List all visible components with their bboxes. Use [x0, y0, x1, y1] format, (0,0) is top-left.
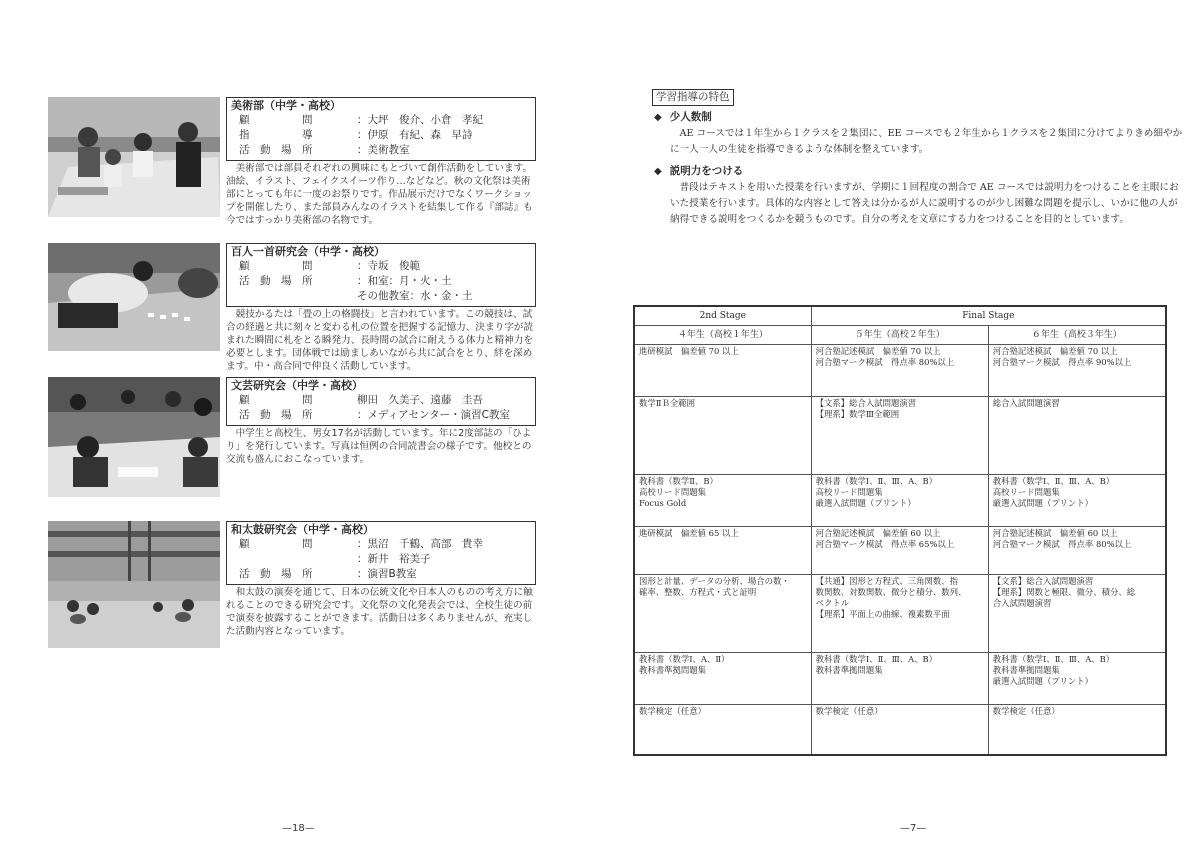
- table-cell: [634, 575, 811, 653]
- cell-line: 合入試問題演習: [992, 598, 1052, 608]
- club-row-advisor: [231, 113, 531, 128]
- feature-small-class: [654, 109, 1184, 158]
- cell-line: 教科書準拠問題集: [992, 665, 1060, 675]
- cell-line: 高校リード問題集: [815, 487, 883, 497]
- table-cell: [988, 345, 1166, 397]
- cell-line: 教科書（数学Ⅱ、B）: [639, 476, 718, 486]
- cell-line: 高校リード問題集: [639, 487, 706, 497]
- cell-line: 教科書（数学Ⅰ、Ⅱ、Ⅲ、A、B）: [815, 654, 938, 664]
- header-grade-5: ５年生（高校２年生）: [811, 326, 988, 345]
- table-row: [634, 527, 1166, 575]
- cell-line: 河合塾マーク模試 得点率 80%以上: [992, 539, 1132, 549]
- club-title: 百人一首研究会（中学・高校）: [231, 245, 385, 258]
- header-2nd-stage: 2nd Stage: [634, 306, 811, 326]
- table-row: [634, 575, 1166, 653]
- cell-line: 進研模試 偏差値 65 以上: [639, 528, 739, 538]
- header-grade-4: ４年生（高校１年生）: [634, 326, 811, 345]
- table-cell: [811, 705, 988, 755]
- cell-line: 図形と計量、データの分析、場合の数・: [639, 576, 790, 586]
- club-photo-taiko: [48, 521, 220, 648]
- table-cell: [988, 397, 1166, 475]
- club-info-box: [226, 243, 536, 307]
- cell-line: 進研模試 偏差値 70 以上: [639, 346, 739, 356]
- cell-line: 数学ⅡＢ全範囲: [639, 398, 695, 408]
- cell-line: 教科書（数学Ⅰ、A、Ⅱ）: [639, 654, 730, 664]
- cell-line: 【共通】図形と方程式、三角関数、指: [815, 576, 959, 586]
- club-title: 文芸研究会（中学・高校）: [231, 379, 363, 392]
- cell-line: 教科書（数学Ⅰ、Ⅱ、Ⅲ、A、B）: [815, 476, 938, 486]
- club-info-box: [226, 97, 536, 161]
- cell-line: ベクトル: [815, 598, 850, 608]
- row-label: 顧 問: [239, 260, 313, 272]
- feature-explanation: [654, 163, 1184, 228]
- table-cell: [811, 345, 988, 397]
- cell-line: 数学検定（任意）: [992, 706, 1060, 716]
- header-grade-6: ６年生（高校３年生）: [988, 326, 1166, 345]
- cell-line: 河合塾マーク模試 得点率 65%以上: [815, 539, 955, 549]
- club-row-instructor: [231, 128, 531, 143]
- row-value: その他教室：水・金・土: [357, 290, 473, 302]
- row-label: [231, 289, 357, 304]
- table-cell: [988, 527, 1166, 575]
- row-label: 活 動 場 所: [239, 144, 313, 156]
- row-label: 活 動 場 所: [239, 275, 313, 287]
- section-title: 学習指導の特色: [652, 89, 734, 106]
- row-value: ：伊原 有紀、森 早詩: [357, 129, 473, 141]
- grade-header-row: [634, 326, 1166, 345]
- feature-heading-text: 説明力をつける: [669, 165, 744, 177]
- table-row: [634, 345, 1166, 397]
- table-cell: [634, 527, 811, 575]
- club-row-advisor: [231, 537, 531, 552]
- club-info-box: [226, 377, 536, 426]
- cell-line: 数学検定（任意）: [815, 706, 883, 716]
- table-cell: [988, 575, 1166, 653]
- cell-line: 厳選入試問題（プリント）: [815, 498, 916, 508]
- table-cell: [988, 653, 1166, 705]
- row-label: 活 動 場 所: [239, 409, 313, 421]
- row-label: 顧 問: [239, 538, 313, 550]
- cell-line: 総合入試問題演習: [992, 398, 1060, 408]
- feature-heading-text: 少人数制: [669, 111, 712, 123]
- table-row: [634, 397, 1166, 475]
- cell-line: 河合塾マーク模試 得点率 80%以上: [815, 357, 955, 367]
- header-final-stage: Final Stage: [811, 306, 1166, 326]
- row-value: ：演習B教室: [357, 568, 417, 580]
- right-page: [600, 0, 1200, 849]
- cell-line: 河合塾マーク模試 得点率 90%以上: [992, 357, 1132, 367]
- club-info-taiko: [226, 521, 536, 638]
- cell-line: 教科書準拠問題集: [815, 665, 883, 675]
- table-cell: [811, 653, 988, 705]
- table-cell: [634, 653, 811, 705]
- row-value: ：寺坂 俊範: [357, 260, 420, 272]
- club-description: 美術部では部員それぞれの興味にもとづいて創作活動をしています。油絵、イラスト、フェイクスイーツ作り…などなど。秋の文化祭は美術部にとっても年に一度のお祭りです。作品展示だけでなくワークショップを開催したり、また部員みんなのイラストを結集して作る『部誌』も今ではすっかり美術部の名物です。: [226, 163, 533, 226]
- cell-line: 河合塾記述模試 偏差値 60 以上: [815, 528, 941, 538]
- row-value: ：メディアセンター・演習C教室: [357, 409, 510, 421]
- club-description: 和太鼓の演奏を通じて、日本の伝統文化や日本人のものの考え方に触れることのできる研究会です。文化祭の文化発表会では、全校生徒の前で演奏を披露することができます。活動日は多くありませんが、充実した活動内容となっています。: [226, 587, 533, 637]
- row-value: ：黒沼 千鶴、高部 貴幸: [357, 538, 483, 550]
- cell-line: 数学検定（任意）: [639, 706, 706, 716]
- club-info-art: [226, 97, 536, 227]
- diamond-bullet-icon: ◆: [654, 112, 662, 123]
- cell-line: 【理系】数学Ⅲ全範囲: [815, 409, 900, 419]
- diamond-bullet-icon: ◆: [654, 166, 662, 177]
- row-label: 指 導: [239, 129, 313, 141]
- feature-heading: [654, 163, 1184, 180]
- table-row: [634, 705, 1166, 755]
- page-number-right: —7—: [900, 823, 927, 834]
- table-row: [634, 475, 1166, 527]
- cell-line: 河合塾記述模試 偏差値 70 以上: [815, 346, 941, 356]
- table-row: [634, 653, 1166, 705]
- table-cell: [811, 475, 988, 527]
- cell-line: Focus Gold: [639, 498, 687, 508]
- club-row-advisor: [231, 259, 531, 274]
- row-label: [231, 552, 357, 567]
- club-row-place: [231, 408, 531, 423]
- club-row-place: [231, 567, 531, 582]
- cell-line: 河合塾記述模試 偏差値 60 以上: [992, 528, 1118, 538]
- cell-line: 【文系】総合入試問題演習: [992, 576, 1094, 586]
- table-cell: [811, 575, 988, 653]
- club-row-place: [231, 143, 531, 158]
- club-photo-literature: [48, 377, 220, 497]
- feature-body: 普段はテキストを用いた授業を行いますが、学期に１回程度の割合で AE コースでは説明力をつけることを主眼においた授業を行います。具体的な内容として答えは分かるが人に説明するのが少し困難な問題を提示し、いかに他の人が納得できる説明をつくるかを競うものです。自分の考えを文章にする力をつけることを目的としています。: [670, 182, 1179, 225]
- row-label: 活 動 場 所: [239, 568, 313, 580]
- club-description: 中学生と高校生、男女17名が活動しています。年に2度部誌の「ひより」を発行しています。写真は恒例の合同読書会の様子です。他校との交流も盛んにおこなっています。: [226, 428, 532, 465]
- row-value: 柳田 久美子、遠藤 圭吾: [357, 394, 483, 406]
- club-photo-karuta: [48, 243, 220, 351]
- row-label: 顧 問: [239, 394, 313, 406]
- table-cell: [634, 475, 811, 527]
- cell-line: 河合塾記述模試 偏差値 70 以上: [992, 346, 1118, 356]
- club-title: 美術部（中学・高校）: [231, 99, 341, 112]
- club-info-karuta: [226, 243, 536, 373]
- row-value: ：新井 裕美子: [357, 553, 431, 565]
- club-row-advisor: [231, 393, 531, 408]
- cell-line: 教科書（数学Ⅰ、Ⅱ、Ⅲ、A、B）: [992, 654, 1115, 664]
- club-row-place: [231, 274, 531, 289]
- table-cell: [988, 705, 1166, 755]
- club-row-advisor-extra: [231, 552, 531, 567]
- table-cell: [988, 475, 1166, 527]
- stage-header-row: [634, 306, 1166, 326]
- club-row-place-extra: [231, 289, 531, 304]
- cell-line: 【文系】総合入試問題演習: [815, 398, 917, 408]
- cell-line: 高校リード問題集: [992, 487, 1060, 497]
- row-value: ：大坪 俊介、小倉 孝紀: [357, 114, 483, 126]
- club-info-literature: [226, 377, 536, 466]
- club-title: 和太鼓研究会（中学・高校）: [231, 523, 374, 536]
- table-cell: [811, 527, 988, 575]
- cell-line: 【理系】平面上の曲線、複素数平面: [815, 609, 950, 619]
- cell-line: 厳選入試問題（プリント）: [992, 676, 1093, 686]
- cell-line: 教科書（数学Ⅰ、Ⅱ、Ⅲ、A、B）: [992, 476, 1115, 486]
- cell-line: 厳選入試問題（プリント）: [992, 498, 1093, 508]
- club-description: 競技かるたは「畳の上の格闘技」と言われています。この競技は、試合の経過と共に刻々と変わる札の位置を把握する記憶力、決まり字が読まれた瞬間に札をとる瞬発力、長時間の試合に耐えうる体力と精神力を必要とします。団体戦では励ましあいながら共に試合をとり、絆を深めます。中・高合同で仲良く活動しています。: [226, 309, 533, 372]
- table-cell: [634, 397, 811, 475]
- cell-line: 【理系】関数と極限、微分、積分、総: [992, 587, 1136, 597]
- row-value: ：美術教室: [357, 144, 410, 156]
- club-info-box: [226, 521, 536, 585]
- feature-body: AE コースでは１年生から１クラスを２集団に、EE コースでも２年生から１クラスを２集団に分けてよりきめ細やかに一人一人の生徒を指導できるような体制を整えています。: [670, 128, 1183, 155]
- row-value: ：和室：月・火・土: [357, 275, 452, 287]
- table-cell: [634, 345, 811, 397]
- table-cell: [634, 705, 811, 755]
- cell-line: 数関数、対数関数、微分と積分、数列、: [815, 587, 967, 597]
- page-number-left: —18—: [282, 823, 315, 834]
- table-cell: [811, 397, 988, 475]
- cell-line: 確率、整数、方程式・式と証明: [639, 587, 757, 597]
- row-label: 顧 問: [239, 114, 313, 126]
- curriculum-table: [633, 305, 1167, 756]
- club-photo-art: [48, 97, 220, 217]
- cell-line: 教科書準拠問題集: [639, 665, 706, 675]
- feature-heading: [654, 109, 1184, 126]
